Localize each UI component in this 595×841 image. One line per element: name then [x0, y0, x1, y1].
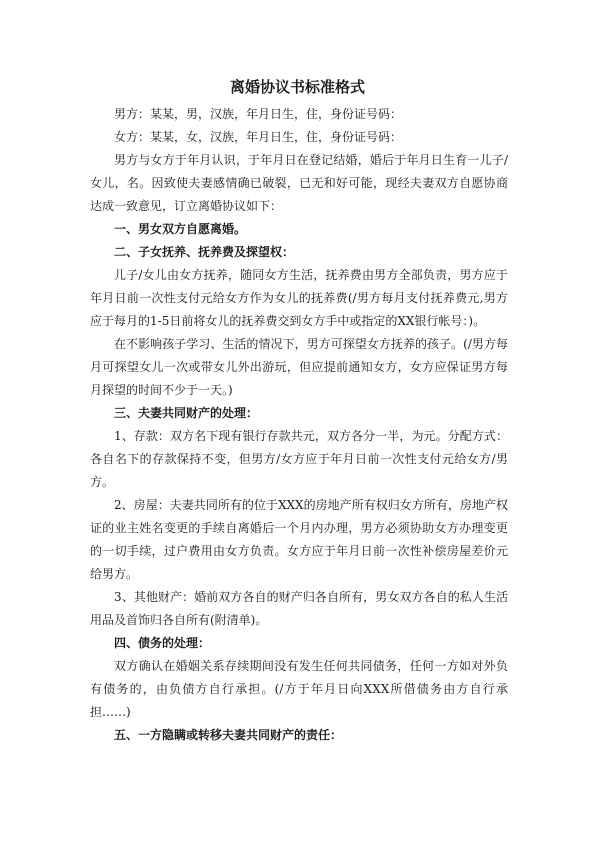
female-party-info: 女方：某某，女，汉族，年月日生，住，身份证号码： — [114, 130, 403, 144]
section-heading-2: 二、子女抚养、抚养费及探望权： — [114, 245, 295, 259]
document-title: 离婚协议书标准格式 — [229, 78, 365, 96]
house-paragraph: 2、房屋：夫妻共同所有的位于XXX的房地产所有权归女方所有，房地产权证的业主姓名变更的手续自离婚后一个月内办理，男方必须协助女方办理变更的一切手续，过户费用由女方负责。女方应于年月日前一次性补偿房屋差价元给男方。 — [90, 498, 508, 581]
other-property-paragraph: 3、其他财产：婚前双方各自的财产归各自所有，男女双方各自的私人生活用品及首饰归各自所有(附清单)。 — [90, 590, 508, 627]
section-heading-1: 一、男女双方自愿离婚。 — [114, 222, 247, 236]
debt-paragraph: 双方确认在婚姻关系存续期间没有发生任何共同债务，任何一方如对外负有债务的，由负债方自行承担。(/方于年月日向XXX所借债务由方自行承担……) — [90, 659, 508, 719]
male-party-info: 男方：某某，男，汉族，年月日生，住，身份证号码： — [114, 107, 403, 121]
visitation-paragraph: 在不影响孩子学习、生活的情况下，男方可探望女方抚养的孩子。(/男方每月可探望女儿一次或带女儿外出游玩，但应提前通知女方，女方应保证男方每月探望的时间不少于一天。) — [90, 337, 508, 397]
section-heading-5: 五、一方隐瞒或转移夫妻共同财产的责任： — [114, 728, 343, 742]
preamble-paragraph: 男方与女方于年月认识，于年月日在登记结婚，婚后于年月日生育一儿子/女儿，名。因致使夫妻感情确已破裂，已无和好可能，现经夫妻双方自愿协商达成一致意见，订立离婚协议如下： — [90, 153, 508, 213]
section-heading-3: 三、夫妻共同财产的处理： — [114, 406, 259, 420]
child-support-paragraph: 儿子/女儿由女方抚养，随同女方生活，抚养费由男方全部负责，男方应于年月日前一次性支付元给女方作为女儿的抚养费(/男方每月支付抚养费元,男方应于每月的1-5日前将女儿的抚养费交到女方手中或指定的XX银行帐号：)。 — [90, 268, 508, 328]
section-heading-4: 四、债务的处理： — [114, 636, 211, 650]
document-body — [90, 103, 508, 747]
savings-paragraph: 1、存款：双方名下现有银行存款共元，双方各分一半，为元。分配方式：各自名下的存款保持不变，但男方/女方应于年月日前一次性支付元给女方/男方。 — [90, 429, 508, 489]
